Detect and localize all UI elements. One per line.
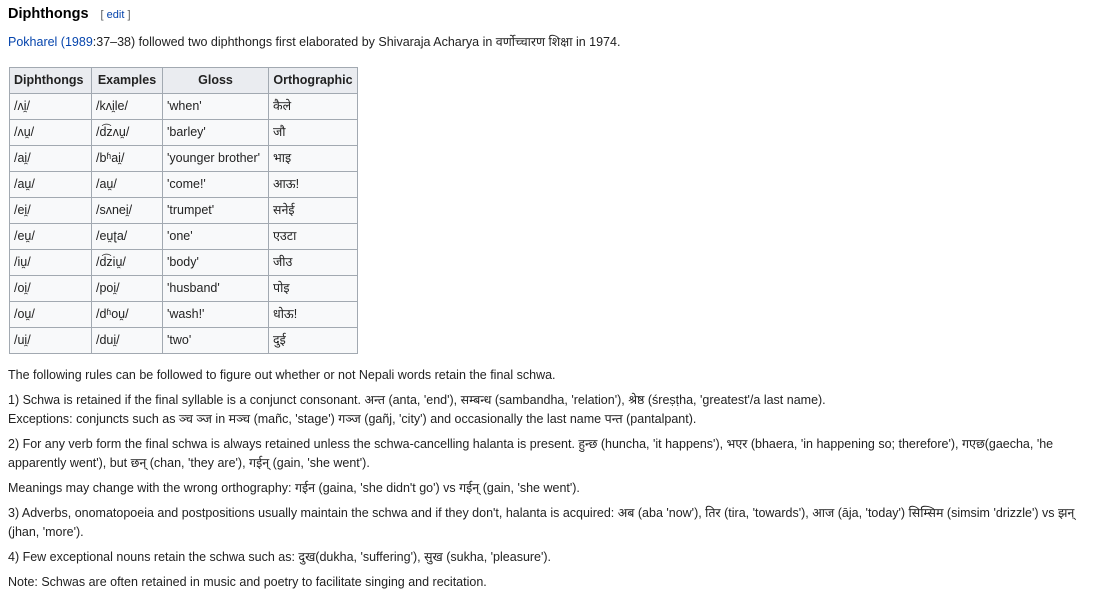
cell-orthographic: धोऊ! [269, 302, 358, 328]
column-header-diphthongs: Diphthongs [10, 68, 92, 94]
cell-orthographic: सनेई [269, 198, 358, 224]
table-row [10, 120, 358, 146]
cell-diphthong: /ai̯/ [10, 146, 92, 172]
note-paragraph: Note: Schwas are often retained in music and poetry to facilitate singing and recitation. [8, 575, 487, 589]
table-row [10, 224, 358, 250]
cell-gloss: 'when' [163, 94, 269, 120]
table-header-row [10, 68, 358, 94]
edit-link[interactable]: edit [106, 9, 125, 21]
diphthongs-table [9, 67, 358, 354]
cell-orthographic: आऊ! [269, 172, 358, 198]
cell-gloss: 'barley' [163, 120, 269, 146]
cell-diphthong: /ʌi̯/ [10, 94, 92, 120]
column-header-orthographic: Orthographic [269, 68, 358, 94]
cell-gloss: 'younger brother' [163, 146, 269, 172]
cell-diphthong: /oi̯/ [10, 276, 92, 302]
cell-orthographic: भाइ [269, 146, 358, 172]
cell-gloss: 'come!' [163, 172, 269, 198]
cell-diphthong: /ou̯/ [10, 302, 92, 328]
edit-section [101, 9, 131, 21]
rule-2-paragraph-line1: 2) For any verb form the final schwa is always retained unless the schwa-cancelling halanta is present. हुन्छ (huncha, 'it happens'), भएर (bhaera, 'in happening so; therefore'), गएछ(gaecha, 'he [8, 437, 1054, 451]
cell-example: /d͡zʌu̯/ [92, 120, 163, 146]
cell-diphthong: /eu̯/ [10, 224, 92, 250]
meaning-change-paragraph: Meanings may change with the wrong orthography: गईन (gaina, 'she didn't go') vs गईन् (gain, 'she went'). [8, 481, 580, 495]
cell-example: /kʌi̯le/ [92, 94, 163, 120]
cell-diphthong: /au̯/ [10, 172, 92, 198]
cell-gloss: 'wash!' [163, 302, 269, 328]
cell-example: /au̯/ [92, 172, 163, 198]
section-header [8, 6, 1111, 28]
table-row [10, 94, 358, 120]
cell-orthographic: एउटा [269, 224, 358, 250]
cell-diphthong: /ʌu̯/ [10, 120, 92, 146]
cell-diphthong: /iu̯/ [10, 250, 92, 276]
cell-orthographic: जीउ [269, 250, 358, 276]
rule-4-paragraph: 4) Few exceptional nouns retain the schwa such as: दुख(dukha, 'suffering'), सुख (sukha, 'pleasure'). [8, 550, 552, 564]
cell-diphthong: /ei̯/ [10, 198, 92, 224]
cell-orthographic: पोइ [269, 276, 358, 302]
cell-gloss: 'body' [163, 250, 269, 276]
rule-1-exceptions: Exceptions: conjuncts such as ञ्च ञ्ज in मञ्च (mañc, 'stage') गञ्ज (gañj, 'city') and occasionally the last name पन्त (pantalpant). [8, 412, 697, 426]
table-row [10, 302, 358, 328]
rule-2-paragraph-line2: apparently went'), but छन् (chan, 'they are'), गईन् (gain, 'she went'). [8, 456, 370, 470]
table-row [10, 172, 358, 198]
intro-text: :37–38) followed two diphthongs first elaborated by Shivaraja Acharya in वर्णोच्चारण शिक्षा in 1974. [92, 35, 621, 49]
cell-gloss: 'trumpet' [163, 198, 269, 224]
table-row [10, 276, 358, 302]
rule-3-paragraph-line2: (jhan, 'more'). [8, 525, 84, 539]
cell-gloss: 'two' [163, 328, 269, 354]
rules-intro-paragraph: The following rules can be followed to figure out whether or not Nepali words retain the final schwa. [8, 368, 556, 382]
rule-1-paragraph: 1) Schwa is retained if the final syllable is a conjunct consonant. अन्त (anta, 'end'), सम्बन्ध (sambandha, 'relation'), श्रेष्ठ (śreṣṭha, 'greatest'/a last name). [8, 393, 826, 407]
cell-example: /dʱou̯/ [92, 302, 163, 328]
table-row [10, 146, 358, 172]
cell-example: /sʌnei̯/ [92, 198, 163, 224]
cell-orthographic: दुई [269, 328, 358, 354]
cell-orthographic: जौ [269, 120, 358, 146]
cell-example: /d͡ziu̯/ [92, 250, 163, 276]
cell-example: /dui̯/ [92, 328, 163, 354]
table-row [10, 198, 358, 224]
cell-example: /poi̯/ [92, 276, 163, 302]
edit-bracket-close: ] [124, 9, 131, 21]
rules-text [8, 366, 1111, 592]
cell-orthographic: कैले [269, 94, 358, 120]
rule-3-paragraph-line1: 3) Adverbs, onomatopoeia and postpositions usually maintain the schwa and if they don't, halanta is acquired: अब (aba 'now'), तिर (tira, 'towards'), आज (āja, 'today') सिम्सिम (simsim 'drizzle') vs झन् [8, 506, 1075, 520]
column-header-examples: Examples [92, 68, 163, 94]
cell-gloss: 'husband' [163, 276, 269, 302]
cell-example: /eu̯ʈa/ [92, 224, 163, 250]
table-row [10, 328, 358, 354]
cell-example: /bʱai̯/ [92, 146, 163, 172]
edit-bracket-open: [ [100, 9, 107, 21]
table-row [10, 250, 358, 276]
intro-paragraph [8, 33, 1111, 52]
cell-gloss: 'one' [163, 224, 269, 250]
column-header-gloss: Gloss [163, 68, 269, 94]
cell-diphthong: /ui̯/ [10, 328, 92, 354]
section-title: Diphthongs [8, 6, 89, 22]
citation-link[interactable]: Pokharel (1989 [8, 35, 93, 49]
